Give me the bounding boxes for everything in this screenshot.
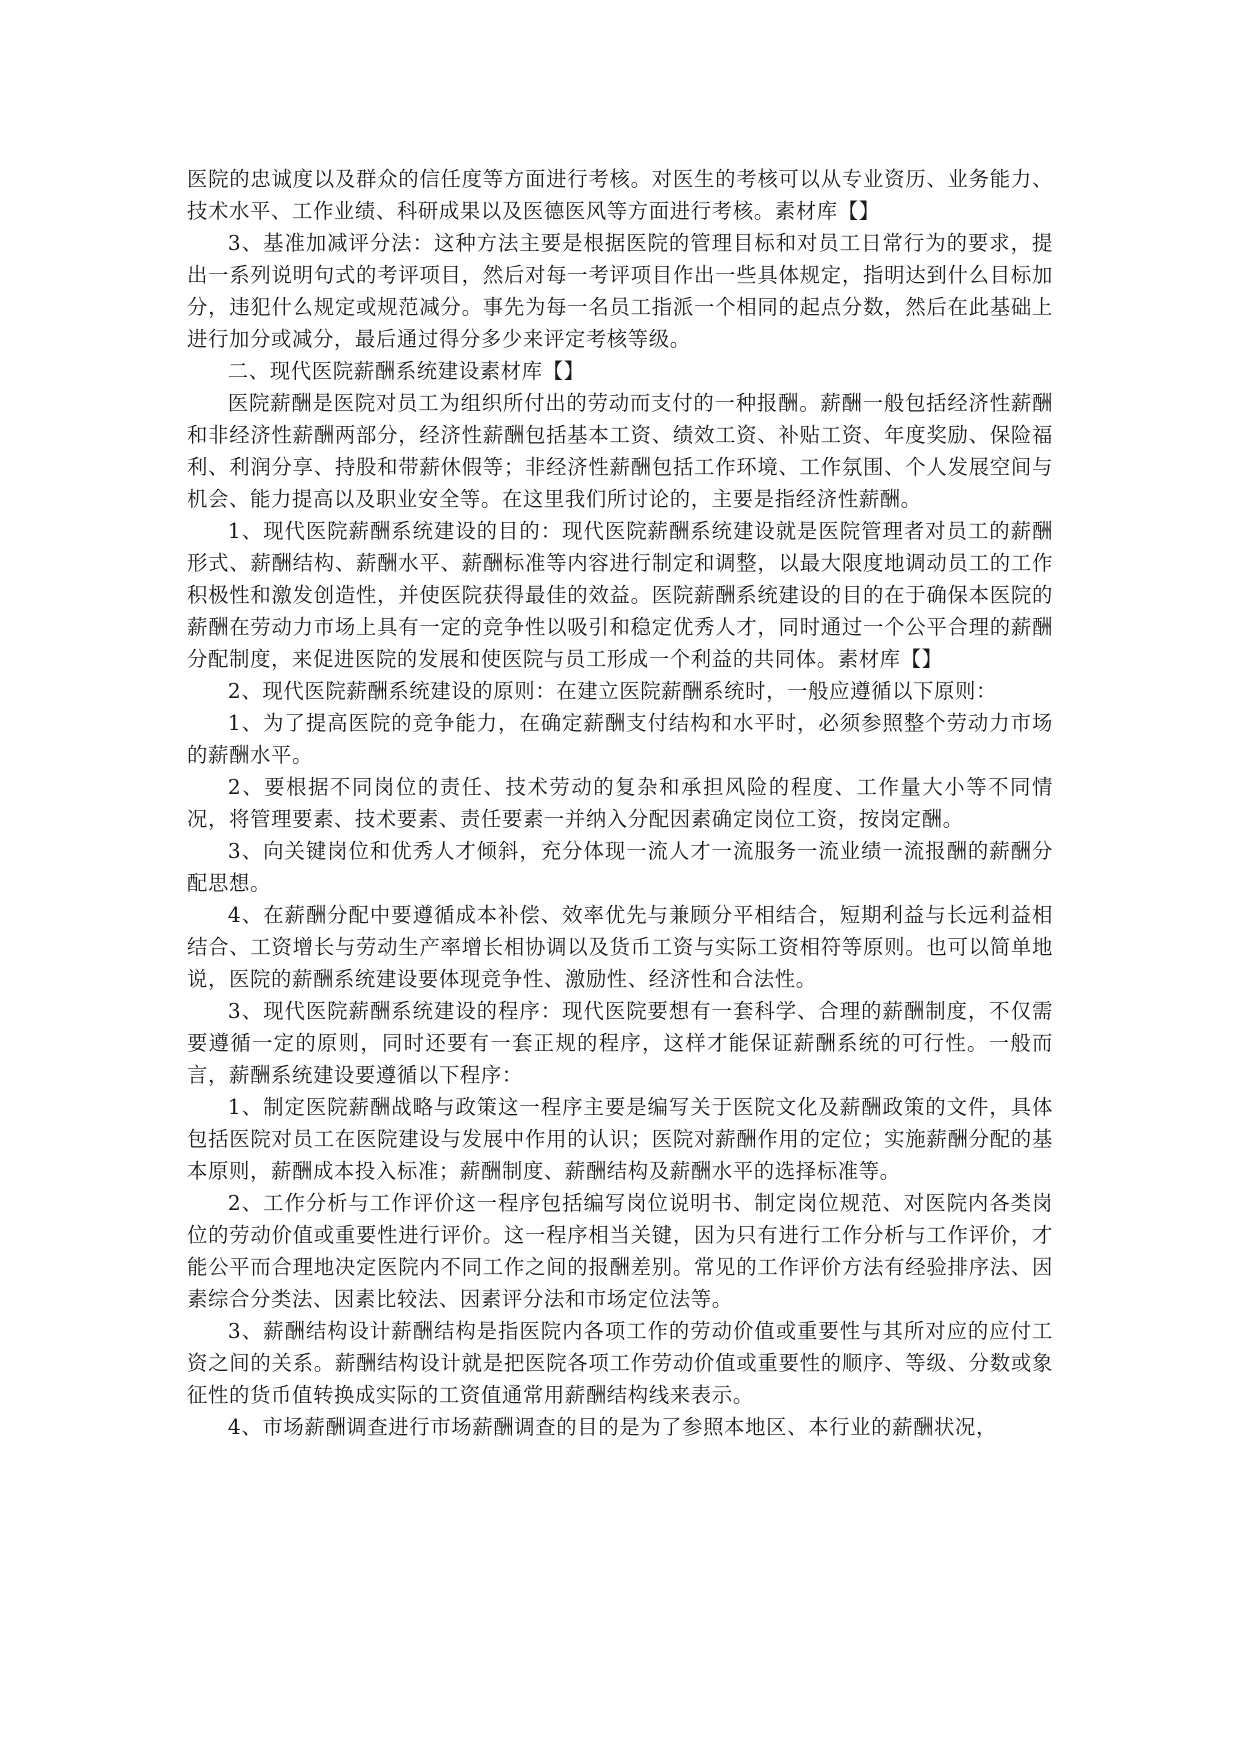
paragraph-system-procedure: 3、现代医院薪酬系统建设的程序：现代医院要想有一套科学、合理的薪酬制度，不仅需要遵循一定的原则，同时还要有一套正规的程序，这样才能保证薪酬系统的可行性。一般而言，薪酬系统建设要遵循以下程序： (187, 999, 1053, 1087)
list-item-principle-2: 2、要根据不同岗位的责任、技术劳动的复杂和承担风险的程度、工作量大小等不同情况，将管理要素、技术要素、责任要素一并纳入分配因素确定岗位工资，按岗定酬。 (187, 775, 1053, 831)
list-item-procedure-4: 4、市场薪酬调查进行市场薪酬调查的目的是为了参照本地区、本行业的薪酬状况， (227, 1415, 998, 1439)
document-body (187, 163, 1053, 1443)
list-item-principle-4: 4、在薪酬分配中要遵循成本补偿、效率优先与兼顾分平相结合，短期利益与长远利益相结合、工资增长与劳动生产率增长相协调以及货币工资与实际工资相符等原则。也可以简单地说，医院的薪酬系统建设要体现竞争性、激励性、经济性和合法性。 (187, 903, 1053, 991)
paragraph-salary-definition: 医院薪酬是医院对员工为组织所付出的劳动而支付的一种报酬。薪酬一般包括经济性薪酬和非经济性薪酬两部分，经济性薪酬包括基本工资、绩效工资、补贴工资、年度奖励、保险福利、利润分享、持股和带薪休假等；非经济性薪酬包括工作环境、工作氛围、个人发展空间与机会、能力提高以及职业安全等。在这里我们所讨论的，主要是指经济性薪酬。 (187, 391, 1053, 511)
paragraph-system-purpose: 1、现代医院薪酬系统建设的目的：现代医院薪酬系统建设就是医院管理者对员工的薪酬形式、薪酬结构、薪酬水平、薪酬标准等内容进行制定和调整，以最大限度地调动员工的工作积极性和激发创造性，并使医院获得最佳的效益。医院薪酬系统建设的目的在于确保本医院的薪酬在劳动力市场上具有一定的竞争性以吸引和稳定优秀人才，同时通过一个公平合理的薪酬分配制度，来促进医院的发展和使医院与员工形成一个利益的共同体。素材库【】 (187, 519, 1053, 671)
list-item-procedure-3: 3、薪酬结构设计薪酬结构是指医院内各项工作的劳动价值或重要性与其所对应的应付工资之间的关系。薪酬结构设计就是把医院各项工作劳动价值或重要性的顺序、等级、分数或象征性的货币值转换成实际的工资值通常用薪酬结构线来表示。 (187, 1319, 1053, 1407)
list-item-principle-3: 3、向关键岗位和优秀人才倾斜，充分体现一流人才一流服务一流业绩一流报酬的薪酬分配思想。 (187, 839, 1053, 895)
section-heading-salary-system: 二、现代医院薪酬系统建设素材库【】 (227, 359, 585, 383)
list-item-principle-1: 1、为了提高医院的竞争能力，在确定薪酬支付结构和水平时，必须参照整个劳动力市场的薪酬水平。 (187, 711, 1053, 767)
paragraph-system-principles: 2、现代医院薪酬系统建设的原则：在建立医院薪酬系统时，一般应遵循以下原则： (227, 679, 998, 703)
paragraph-scoring-method: 3、基准加减评分法：这种方法主要是根据医院的管理目标和对员工日常行为的要求，提出一系列说明句式的考评项目，然后对每一考评项目作出一些具体规定，指明达到什么目标加分，违犯什么规定或规范减分。事先为每一名员工指派一个相同的起点分数，然后在此基础上进行加分或减分，最后通过得分多少来评定考核等级。 (187, 231, 1053, 351)
paragraph-continuation: 医院的忠诚度以及群众的信任度等方面进行考核。对医生的考核可以从专业资历、业务能力、技术水平、工作业绩、科研成果以及医德医风等方面进行考核。素材库【】 (187, 167, 1053, 223)
list-item-procedure-2: 2、工作分析与工作评价这一程序包括编写岗位说明书、制定岗位规范、对医院内各类岗位的劳动价值或重要性进行评价。这一程序相当关键，因为只有进行工作分析与工作评价，才能公平而合理地决定医院内不同工作之间的报酬差别。常见的工作评价方法有经验排序法、因素综合分类法、因素比较法、因素评分法和市场定位法等。 (187, 1191, 1053, 1311)
list-item-procedure-1: 1、制定医院薪酬战略与政策这一程序主要是编写关于医院文化及薪酬政策的文件，具体包括医院对员工在医院建设与发展中作用的认识；医院对薪酬作用的定位；实施薪酬分配的基本原则，薪酬成本投入标准；薪酬制度、薪酬结构及薪酬水平的选择标准等。 (187, 1095, 1053, 1183)
